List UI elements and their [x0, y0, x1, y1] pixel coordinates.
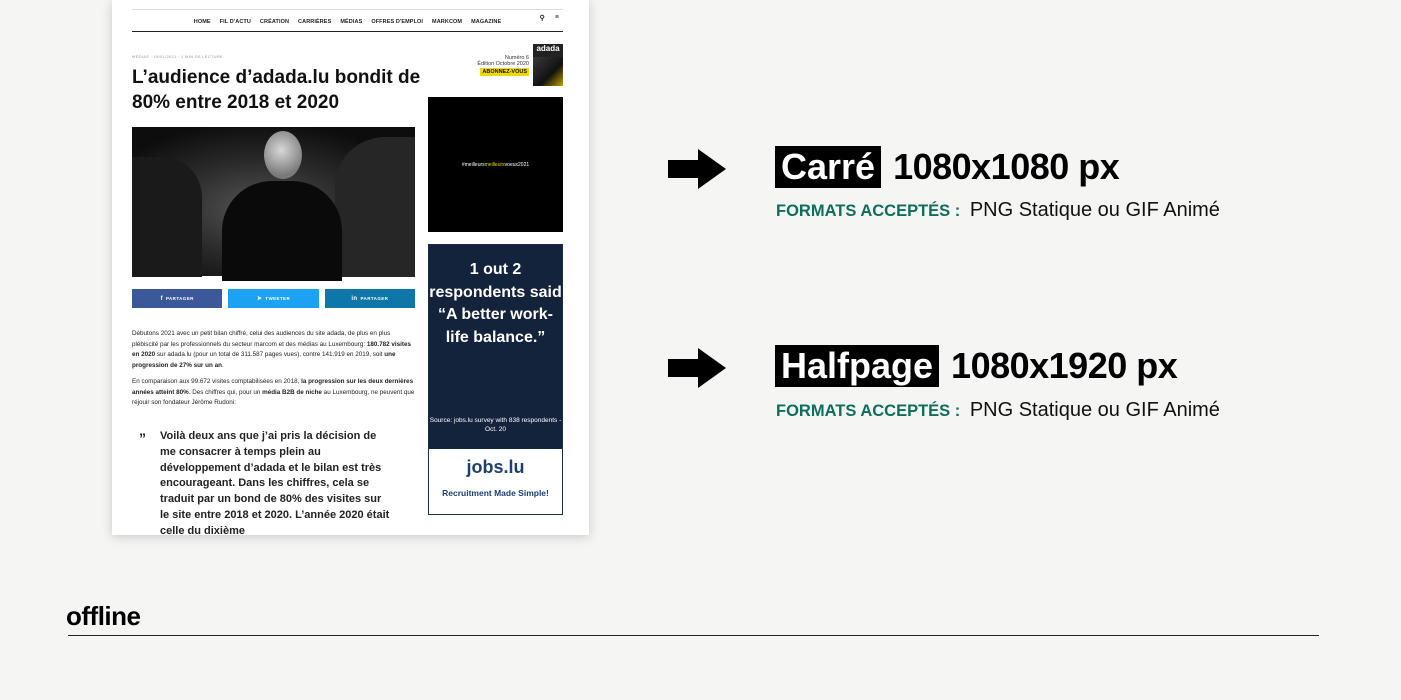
search-icon[interactable]: ⚲ — [539, 15, 545, 22]
nav-item-offres-demploi[interactable]: OFFRES D'EMPLOI — [371, 19, 424, 25]
accepted-value: PNG Statique ou GIF Animé — [969, 399, 1220, 421]
pull-quote: Voilà deux ans que j’ai pris la décision de me consacrer à temps plein au développement d’adada et le bilan est très encourageant. Dans les chiffres, cela se traduit par un bond de 80% des visites sur le site entre 2018 et 2020. L’année 2020 était celle du dixième — [160, 430, 390, 535]
nav-item-creation[interactable]: CRÉATION — [259, 19, 290, 25]
accepted-label: FORMATS ACCEPTÉS : — [776, 402, 961, 420]
cover-image — [533, 57, 563, 86]
ad-halfpage-top — [429, 245, 562, 449]
format-carre-row — [775, 146, 1119, 188]
footer-divider — [68, 635, 1319, 636]
ad-square-preview[interactable] — [428, 97, 563, 232]
brand-logo: offline — [66, 601, 141, 631]
article-page-preview — [112, 0, 589, 535]
nav-item-magazine[interactable]: MAGAZINE — [471, 19, 502, 25]
nav-item-carrieres[interactable]: CARRIÈRES — [298, 19, 332, 25]
nav-item-markcom[interactable]: MARKCOM — [432, 19, 463, 25]
magazine-issue-block — [477, 55, 529, 76]
subscribe-button[interactable]: ABONNEZ-VOUS — [482, 69, 527, 75]
issue-number: Numéro 6 — [504, 55, 529, 61]
article-photo — [132, 127, 415, 276]
share-label: TWEETER — [265, 296, 291, 301]
nav-item-medias[interactable]: MÉDIAS — [340, 19, 363, 25]
format-halfpage-row — [775, 345, 1177, 387]
share-facebook-button[interactable] — [132, 289, 222, 308]
nav-item-fil-dactu[interactable]: FIL D'ACTU — [219, 19, 251, 25]
article-meta: MÉDIAS · 19/01/2021 · 1 MIN DE LECTURE — [132, 54, 223, 59]
share-bar — [132, 289, 415, 308]
share-twitter-button[interactable] — [228, 289, 318, 308]
jobs-tagline: Recruitment Made Simple! — [442, 488, 549, 498]
issue-edition: Édition Octobre 2020 — [477, 61, 529, 67]
format-size: 1080x1920 px — [951, 345, 1178, 386]
format-size: 1080x1080 px — [893, 146, 1120, 187]
linkedin-icon: in — [351, 295, 358, 302]
ad-square-text: #meilleursmeilleursvoeux2021 — [461, 161, 530, 168]
nav-item-home[interactable]: HOME — [193, 19, 211, 25]
arrow-right-icon — [668, 149, 726, 189]
quote-mark-icon: ” — [139, 430, 146, 446]
article-headline: L’audience d’adada.lu bondit de 80% entre 2018 et 2020 — [132, 67, 421, 113]
accepted-formats-halfpage — [776, 399, 1220, 422]
article-paragraph-2: En comparaison aux 99.672 visites comptabilisées en 2018, la progression sur les deux dernières années atteint 80%. Des chiffres qui, pour un média B2B de niche au Luxembourg, ne peuvent que réjouir son fondateur Jérôme Rudoni: — [132, 378, 415, 406]
nav-divider — [132, 31, 563, 32]
top-divider — [132, 9, 563, 10]
ad-halfpage-source: Source: jobs.lu survey with 838 respondents - Oct. 20 — [429, 417, 562, 433]
menu-icon[interactable]: ≡ — [554, 14, 559, 21]
share-label: PARTAGER — [165, 296, 194, 301]
twitter-icon: ➤ — [256, 296, 263, 302]
article-paragraph-1: Débutons 2021 avec un petit bilan chiffré, celui des audiences du site adada, de plus en plus plébiscité par les professionnels du secteur marcom et des médias au Luxembourg: 180.782 visites en 2020 sur adada.lu (pour un total de 311.587 pages vues), contre 141.919 en 2019, soit une progression de 27% sur un an. — [132, 330, 411, 369]
format-name-badge: Carré — [775, 146, 881, 188]
jobs-logo: jobs.lu — [466, 457, 525, 477]
accepted-value: PNG Statique ou GIF Animé — [969, 199, 1220, 221]
facebook-icon: f — [160, 295, 163, 302]
ad-halfpage-headline: 1 out 2 respondents said “A better work-life balance.” — [429, 261, 562, 346]
ad-halfpage-preview[interactable] — [428, 244, 563, 515]
magazine-cover[interactable] — [533, 44, 563, 86]
format-name-badge: Halfpage — [775, 345, 939, 387]
main-nav — [132, 14, 563, 30]
share-linkedin-button[interactable] — [325, 289, 415, 308]
arrow-right-icon — [668, 348, 726, 388]
share-label: PARTAGER — [360, 296, 389, 301]
accepted-label: FORMATS ACCEPTÉS : — [776, 202, 961, 220]
accepted-formats-carre — [776, 199, 1220, 222]
cover-title: adada — [536, 44, 560, 53]
